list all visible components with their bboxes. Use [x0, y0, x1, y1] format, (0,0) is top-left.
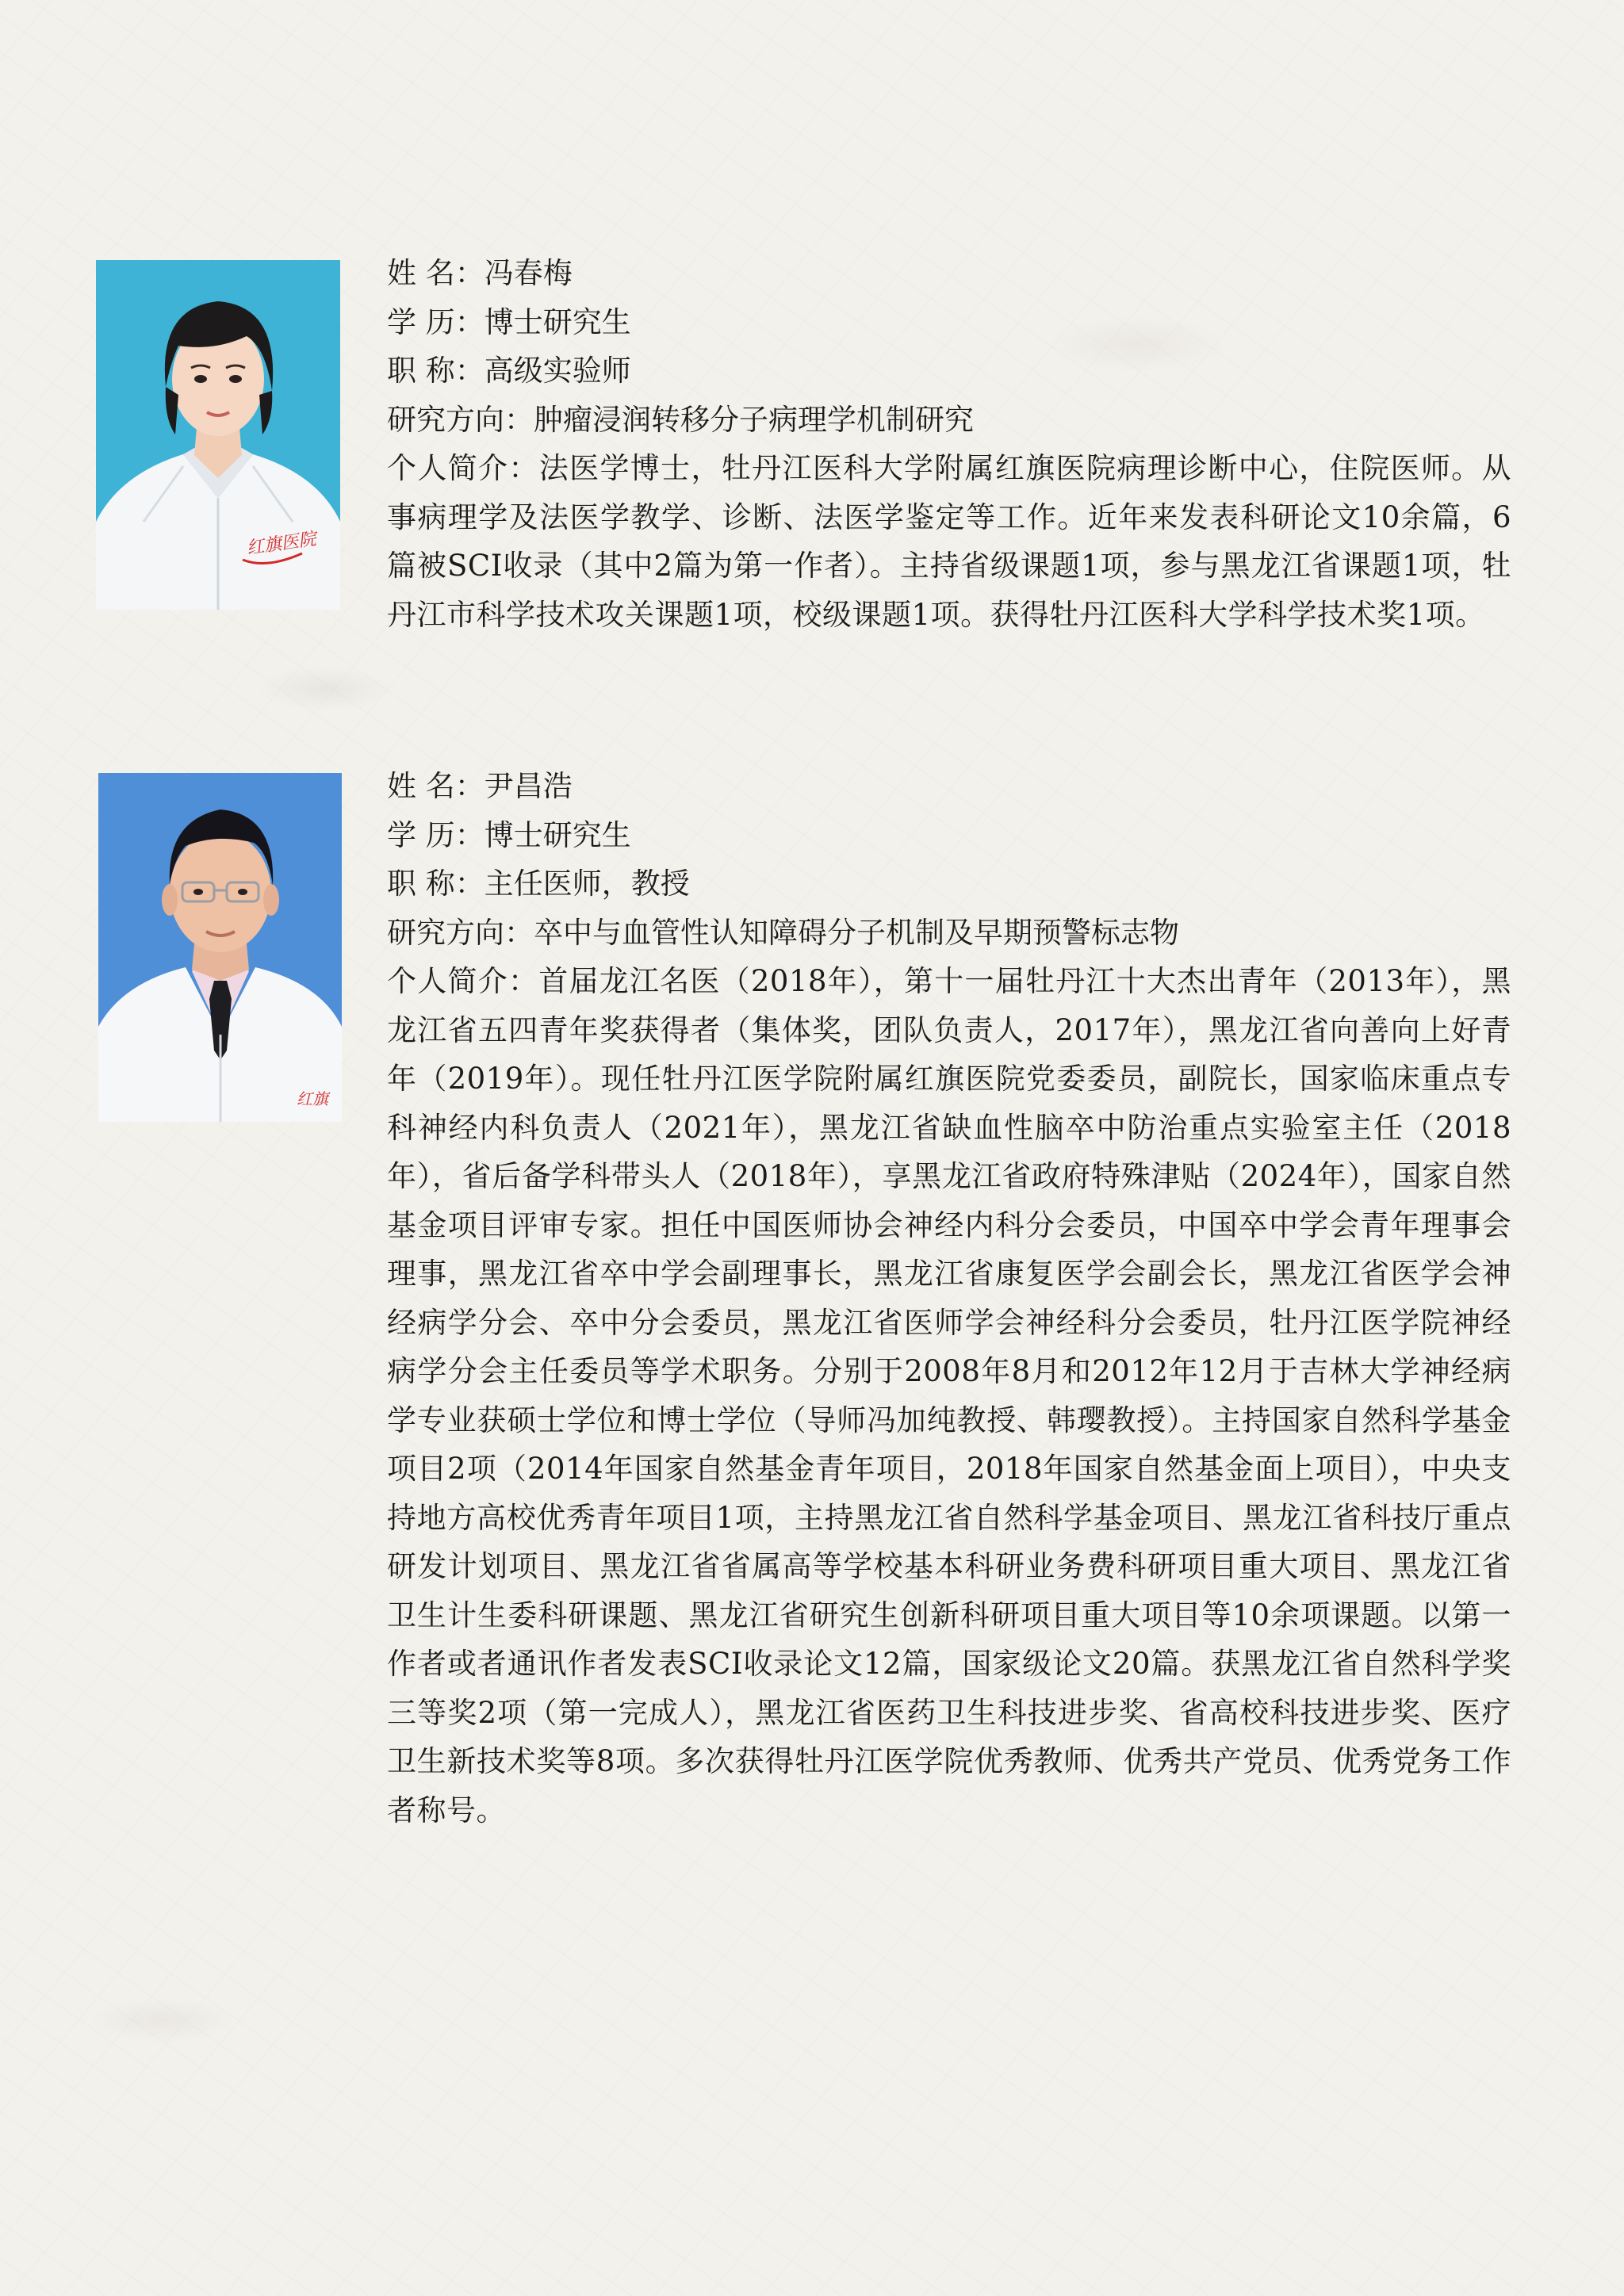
name-value: 尹昌浩: [484, 769, 573, 803]
research-value: 卒中与血管性认知障碍分子机制及早期预警标志物: [534, 915, 1179, 950]
intro-label: 个人简介：: [387, 964, 539, 998]
education-value: 博士研究生: [484, 817, 631, 852]
name-row: [387, 762, 1511, 811]
title-value: 高级实验师: [484, 354, 631, 388]
title-value: 主任医师，教授: [484, 867, 690, 901]
education-row: [387, 298, 1511, 347]
portrait-image: [96, 260, 340, 610]
intro-label: 个人简介：: [387, 451, 539, 485]
research-value: 肿瘤浸润转移分子病理学机制研究: [534, 402, 974, 437]
title-row: [387, 346, 1511, 396]
education-label: 学 历：: [387, 304, 485, 339]
portrait-photo: [96, 260, 340, 610]
profile-info: [387, 762, 1511, 1835]
intro-paragraph: [387, 957, 1511, 1835]
research-row: [387, 909, 1511, 958]
intro-paragraph: [387, 444, 1511, 639]
education-label: 学 历：: [387, 817, 485, 852]
research-row: [387, 396, 1511, 445]
portrait-photo: [98, 773, 342, 1122]
svg-text:红旗: 红旗: [297, 1089, 328, 1108]
title-row: [387, 859, 1511, 909]
education-row: [387, 811, 1511, 860]
name-row: [387, 249, 1511, 298]
intro-text: 法医学博士，牡丹江医科大学附属红旗医院病理诊断中心，住院医师。从事病理学及法医学教学、诊断、法医学鉴定等工作。近年来发表科研论文10余篇，6篇被SCI收录（其中2篇为第一作者）。主持省级课题1项，参与黑龙江省课题1项，牡丹江市科学技术攻关课题1项，校级课题1项。获得牡丹江医科大学科学技术奖1项。: [387, 451, 1512, 632]
research-label: 研究方向：: [387, 402, 534, 437]
education-value: 博士研究生: [484, 304, 631, 339]
research-label: 研究方向：: [387, 915, 534, 950]
name-label: 姓 名：: [387, 769, 485, 803]
svg-text:红旗医院: 红旗医院: [245, 529, 318, 559]
name-value: 冯春梅: [484, 256, 573, 290]
profile-info: [387, 249, 1511, 639]
portrait-image: [98, 773, 342, 1122]
title-label: 职 称：: [387, 867, 485, 901]
name-label: 姓 名：: [387, 256, 485, 290]
intro-text: 首届龙江名医（2018年），第十一届牡丹江十大杰出青年（2013年），黑龙江省五四青年奖获得者（集体奖，团队负责人，2017年），黑龙江省向善向上好青年（2019年）。现任牡丹江医学院附属红旗医院党委委员，副院长，国家临床重点专科神经内科负责人（2021年），黑龙江省缺血性脑卒中防治重点实验室主任（2018年），省后备学科带头人（2018年），享黑龙江省政府特殊津贴（2024年），国家自然基金项目评审专家。担任中国医师协会神经内科分会委员，中国卒中学会青年理事会理事，黑龙江省卒中学会副理事长，黑龙江省康复医学会副会长，黑龙江省医学会神经病学分会、卒中分会委员，黑龙江省医师学会神经科分会委员，牡丹江医学院神经病学分会主任委员等学术职务。分别于2008年8月和2012年12月于吉林大学神经病学专业获硕士学位和博士学位（导师冯加纯教授、韩璎教授）。主持国家自然科学基金项目2项（2014年国家自然基金青年项目，2018年国家自然基金面上项目），中央支持地方高校优秀青年项目1项，主持黑龙江省自然科学基金项目、黑龙江省科技厅重点研发计划项目、黑龙江省省属高等学校基本科研业务费科研项目重大项目、黑龙江省卫生计生委科研课题、黑龙江省研究生创新科研项目重大项目等10余项课题。以第一作者或者通讯作者发表SCI收录论文12篇，国家级论文20篇。获黑龙江省自然科学奖三等奖2项（第一完成人），黑龙江省医药卫生科技进步奖、省高校科技进步奖、医疗卫生新技术奖等8项。多次获得牡丹江医学院优秀教师、优秀共产党员、优秀党务工作者称号。: [387, 964, 1511, 1827]
title-label: 职 称：: [387, 354, 485, 388]
